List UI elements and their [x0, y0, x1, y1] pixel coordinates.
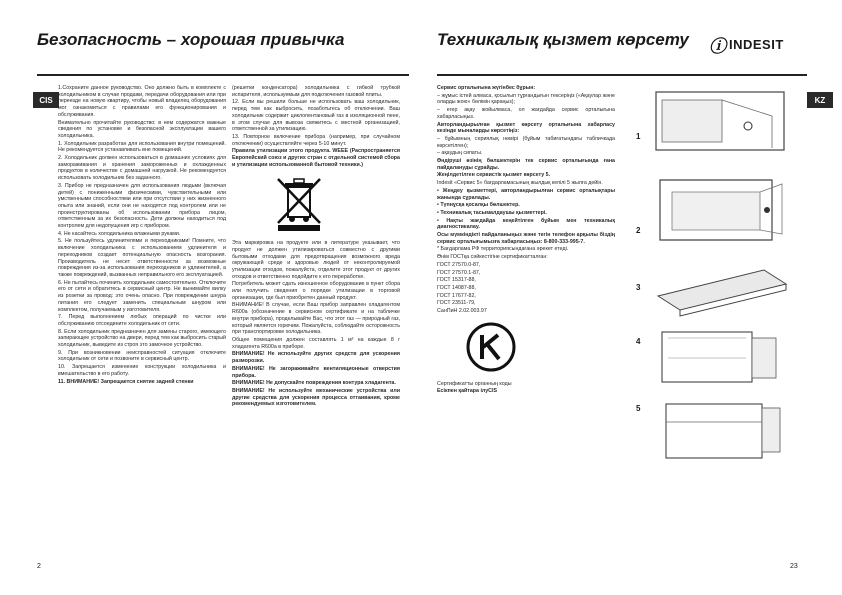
figure-5-illustration	[652, 400, 792, 462]
certification-mark-icon	[465, 321, 517, 373]
page-title-left: Безопасность – хорошая привычка	[37, 30, 345, 49]
paragraph: – бұйымның сериялық нөмірі (бұйым табиғатындағы табличкада көрсетілген);	[437, 135, 615, 149]
paragraph: ВНИМАНИЕ! Не загораживайте вентиляционные отверстия прибора.	[232, 365, 400, 379]
paragraph: Авторландырылған қызмет көрсету орталығына хабарласу кезінде мыналарды көрсетіңіз:	[437, 121, 615, 135]
language-tab-cis: CIS	[33, 92, 59, 108]
figure-number: 2	[636, 226, 641, 235]
paragraph: 13. Повторное включение прибора (например, при случайном отключении) осуществляйте через 5-10 минут.	[232, 133, 400, 147]
paragraph: 8. Если холодильник предназначен для замены старого, имеющего запирающее устройство на двери, перед тем как выбросить старый холодильник, выведите из строя это замочное устройство.	[58, 328, 226, 349]
text-column-1	[58, 85, 226, 535]
paragraph: Общее помещения должен составлять 1 м³ на каждые 8 г хладагента R600a в приборе.	[232, 336, 400, 350]
figure-1-illustration	[652, 86, 792, 156]
paragraph: ВНИМАНИЕ! В случае, если Ваш прибор заправлен хладагентом R600a (обозначение в сервисном сертификате и на табличке внутри прибора), проделывайте Вас, что этот газ — природный газ, который является горючим. Пожалуйста, соблюдайте осторожность при транспортировке холодильника.	[232, 302, 400, 336]
paragraph: Жеңілдетілген сервистік қызмет көрсету 5.	[437, 172, 551, 179]
crossed-bin-icon	[272, 175, 330, 231]
paragraph: Сертификатты органның коды	[437, 380, 512, 387]
logo-mark-icon: ⓘ	[709, 37, 726, 56]
header-rule-right	[437, 74, 807, 76]
paragraph: Эта маркировка на продукте или в литературе указывает, что продукт не должен утилизироваться совместно с другими бытовыми отходами для предотвращения возможного вреда окружающей среде и здоровью людей от неконтролируемой утилизации отходов, пожалуйста, отделите этот продукт от других отходов и ответственно подойдите к его переработке.	[232, 240, 400, 280]
figure-4-illustration	[652, 328, 792, 386]
paragraph: • Техникалық тасымалдаушы қызметтері.	[437, 209, 547, 216]
figure-3-illustration	[652, 262, 792, 318]
paragraph: ВНИМАНИЕ! Не используйте других средств для ускорения разморозки.	[232, 351, 400, 365]
paragraph: • Нақты жағдайда кеңейтілген бұйым мен техникалық диагностикалау.	[437, 217, 615, 231]
paragraph: 5. Не пользуйтесь удлинителями и переходниками! Помните, что включение холодильника с использованием удлинителя и переходников создает потенциальную опасность возгорания. Производитель не несет ответственности за возможные повреждения из-за использования переходников и удлинителей, а также повреждений, вызванных неправильного его эксплуатацией.	[58, 238, 226, 278]
paragraph: • Түпнұсқа қосалқы бөлшектер.	[437, 202, 520, 209]
paragraph: – егер ақау жойылмаса, ол жағдайда сервис орталығына хабарласыңыз.	[437, 107, 615, 120]
paragraph: Осы мүмкіндікті пайдаланыңыз және тегін телефон арқылы біздің сервис орталығымызға хабарласыңыз: 8-800-333-995-7.	[437, 232, 615, 245]
language-tab-kz: KZ	[807, 92, 833, 108]
paragraph: 3. Прибор не предназначен для использования людьми (включая детей) с пониженными физическими, чувствительными или умственными способностями или при отсутствии у них жизненного опыта или знаний, если они не находятся под контролем или не проинструктированы об использовании прибора лицом, ответственным за их безопасность. Дети должны находиться под контролем для недопущения игр с прибором.	[58, 182, 226, 230]
gost-line: ГОСТ 17677-82,	[437, 292, 476, 299]
gost-line: ГОСТ 27570.0-87,	[437, 261, 481, 268]
paragraph: * Бағдарлама РФ территориясындағана әрекет етеді.	[437, 246, 569, 253]
paragraph: Есікпен қайтара ілуСІS	[437, 388, 498, 395]
page-title-right: Техникалық қызмет көрсету	[437, 30, 689, 49]
gost-line: ГОСТ 27570.1-87,	[437, 269, 481, 276]
paragraph: – ақаудың сипаты.	[437, 150, 483, 157]
paragraph: Өндіруші өзінің бөлшектерін тек сервис орталығында ғана пайдалануды сұрайды.	[437, 158, 615, 171]
paragraph: ВНИМАНИЕ! Не используйте механические устройства или другие средства для ускорения процесса оттаивания, кроме рекомендуемых изготовителем.	[232, 387, 400, 408]
header-rule-left	[37, 74, 409, 76]
text-column-2	[232, 85, 400, 535]
paragraph: 1.Сохраните данное руководство. Оно должно быть в комплекте с холодильником в случае продажи, передачи оборудования или при переезде на новую квартиру, чтобы новый владелец оборудования мог ознакомиться с правилами его функционирования и обслуживания.	[58, 85, 226, 118]
gost-line: ГОСТ 23511-79,	[437, 300, 476, 307]
figure-number: 1	[636, 132, 641, 141]
paragraph: 10. Запрещается изменение конструкции холодильника и вмешательство в его работу.	[58, 364, 226, 377]
paragraph: 9. При возникновении неисправностей ситуация отключите холодильник от сети и позвоните в сервисный центр.	[58, 349, 226, 363]
paragraph: • Жеңдеу қызметтері, авторландырылған сервис орталықтары жанында сұралады.	[437, 187, 615, 201]
page-number-left: 2	[37, 563, 41, 570]
paragraph: 11. ВНИМАНИЕ! Запрещается снятие задней стенки	[58, 378, 194, 385]
paragraph: 12. Если вы решили больше не использовать ваш холодильник, перед тем как выбросить, позаботьтесь об отключении. Ваш холодильник содержит циклопентановый газ в изоляционной пене, в этом случае для вывоза свяжитесь с местной организацией, ответственной за утилизацию.	[232, 99, 400, 133]
paragraph: Өнім ГОСТқа сәйкестігіне сертификатталған:	[437, 254, 548, 261]
figure-2-illustration	[652, 170, 792, 248]
figure-number: 3	[636, 283, 641, 292]
paragraph: – жұмыс істей алмаса, қосылып тұрғандығын тексеріңіз («Ақаулар және оларды жою» бөлімін қараңыз);	[437, 92, 615, 106]
paragraph: (решетки конденсатора) холодильника с гибкой трубкой испарителя, используемым для подключения газовой плиты.	[232, 85, 400, 98]
paragraph: 7. Перед выполнением любых операций по чистке или обслуживанию отсоедините холодильник от сети.	[58, 314, 226, 327]
indesit-logo	[709, 32, 784, 57]
page-number-right: 23	[790, 563, 798, 570]
paragraph: 4. Не касайтесь холодильника влажными руками.	[58, 230, 181, 237]
paragraph: 2. Холодильник должен использоваться в домашних условиях для замораживания и хранения замороженных и охлажденных продуктов в количестве с домашней нагрузкой. Не рекомендуется использовать холодильник без заданного.	[58, 155, 226, 182]
logo-text: INDESIT	[729, 37, 784, 52]
figure-number: 5	[636, 404, 641, 413]
paragraph: Indesit «Сервис 5» бағдарламасының жылдық кепілі 5 жылға дейін.	[437, 180, 603, 187]
weee-heading: Правила утилизации этого продукта. WEEE (Распространяется Европейский союз и других стран с отдельной системой сбора и утилизации использованной бытовой техники.)	[232, 148, 400, 168]
figure-number: 4	[636, 337, 641, 346]
gost-line: ГОСТ 14087-88,	[437, 284, 476, 291]
paragraph: Внимательно прочитайте руководство: в нем содержатся важные сведения по установке и безопасной эксплуатации вашего холодильника.	[58, 119, 226, 139]
gost-line: СанПиН 2.02.003.97	[437, 308, 487, 315]
paragraph: ВНИМАНИЕ! Не допускайте повреждения контура хладагента.	[232, 380, 396, 387]
paragraph: Потребитель может сдать изношенное оборудование в пункт сбора или получить сведения о порядке утилизации в торговой организации, где был приобретен данный продукт.	[232, 281, 400, 301]
paragraph: 6. Не пытайтесь починить холодильник самостоятельно. Отключите его от сети и обратитесь в сервисный центр. Не вынимайте вилку из розетки за провод: это очень опасно. При повреждении шнура питания его следует заменить специальным шнуром или комплектом, получаемым у изготовителя.	[58, 279, 226, 313]
paragraph: Сервис орталығына жүгінбес бұрын:	[437, 85, 536, 91]
text-column-3	[437, 85, 615, 535]
gost-line: ГОСТ 15317-88,	[437, 277, 476, 284]
paragraph: 1. Холодильник разработан для использования внутри помещений. Не рекомендуется устанавливать вне помещений.	[58, 140, 226, 154]
